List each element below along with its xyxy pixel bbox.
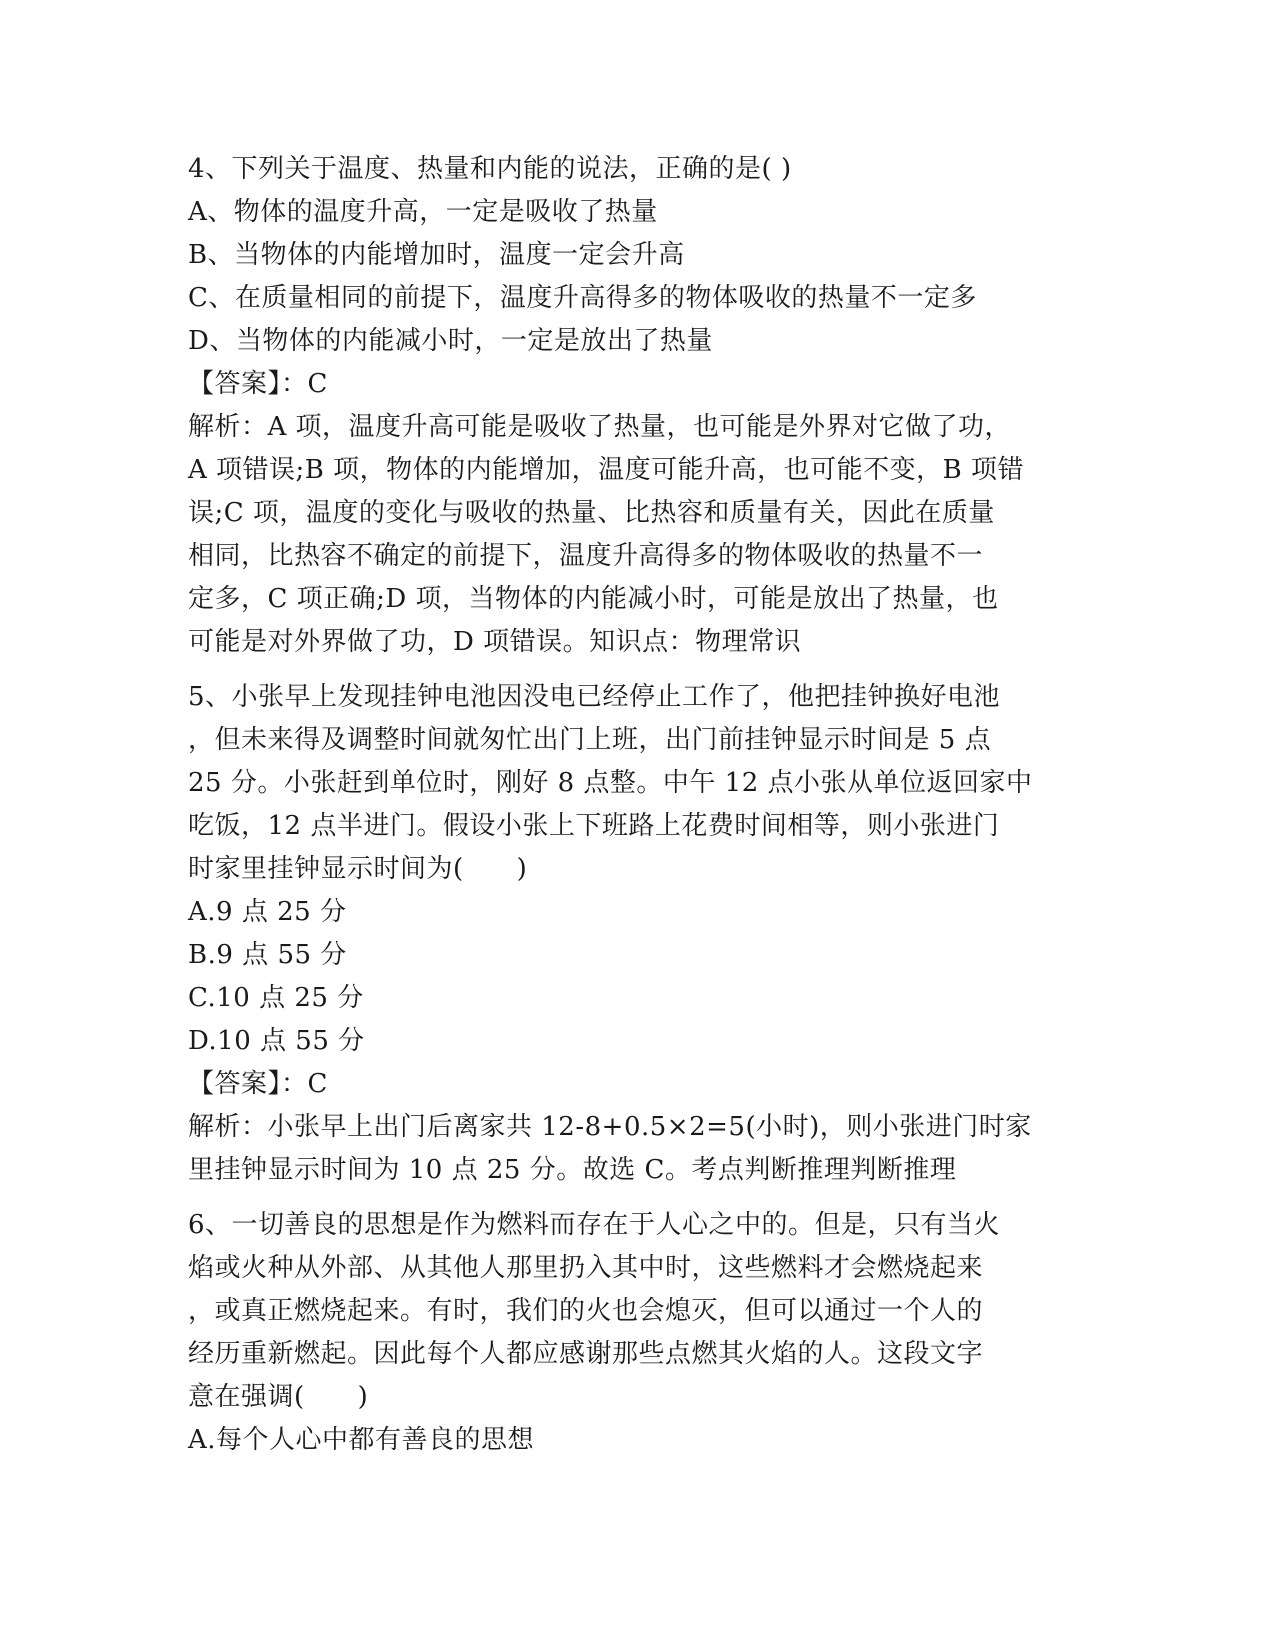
question-stem-line: 焰或火种从外部、从其他人那里扔入其中时，这些燃料才会燃烧起来 (188, 1253, 984, 1283)
question-4 (188, 148, 1088, 664)
option-a: A、物体的温度升高，一定是吸收了热量 (188, 197, 658, 227)
analysis-line: 误;C 项，温度的变化与吸收的热量、比热容和质量有关，因此在质量 (188, 498, 995, 528)
analysis-line: A 项错误;B 项，物体的内能增加，温度可能升高，也可能不变，B 项错 (188, 455, 1025, 485)
option-d: D、当物体的内能减小时，一定是放出了热量 (188, 326, 713, 356)
analysis-line: 解析：A 项，温度升高可能是吸收了热量，也可能是外界对它做了功， (188, 412, 1012, 442)
option-c: C.10 点 25 分 (188, 983, 364, 1013)
option-a: A.9 点 25 分 (188, 897, 347, 927)
option-b: B、当物体的内能增加时，温度一定会升高 (188, 240, 685, 270)
question-stem-line: ，或真正燃烧起来。有时，我们的火也会熄灭，但可以通过一个人的 (188, 1296, 984, 1326)
question-5 (188, 676, 1088, 1192)
question-stem-line: 吃饭，12 点半进门。假设小张上下班路上花费时间相等，则小张进门 (188, 811, 1000, 841)
question-stem-line: 4、下列关于温度、热量和内能的说法，正确的是( ) (188, 154, 792, 184)
question-stem-line: 经历重新燃起。因此每个人都应感谢那些点燃其火焰的人。这段文字 (188, 1339, 984, 1369)
answer-line: 【答案】：C (188, 369, 328, 399)
option-d: D.10 点 55 分 (188, 1026, 365, 1056)
answer-line: 【答案】：C (188, 1069, 328, 1099)
question-stem-line: 6、一切善良的思想是作为燃料而存在于人心之中的。但是，只有当火 (188, 1210, 1001, 1240)
question-stem-line: 意在强调( ) (188, 1382, 369, 1412)
option-a: A.每个人心中都有善良的思想 (188, 1425, 535, 1455)
question-6 (188, 1204, 1088, 1462)
question-stem-line: 5、小张早上发现挂钟电池因没电已经停止工作了，他把挂钟换好电池 (188, 682, 1001, 712)
analysis-line: 可能是对外界做了功，D 项错误。知识点：物理常识 (188, 627, 802, 657)
question-spacer (188, 1192, 1088, 1204)
question-stem-line: 25 分。小张赶到单位时，刚好 8 点整。中午 12 点小张从单位返回家中 (188, 768, 1033, 798)
question-stem-line: ，但未来得及调整时间就匆忙出门上班，出门前挂钟显示时间是 5 点 (188, 725, 992, 755)
option-c: C、在质量相同的前提下，温度升高得多的物体吸收的热量不一定多 (188, 283, 977, 313)
analysis-line: 里挂钟显示时间为 10 点 25 分。故选 C。考点判断推理判断推理 (188, 1155, 957, 1185)
analysis-line: 相同，比热容不确定的前提下，温度升高得多的物体吸收的热量不一 (188, 541, 984, 571)
question-stem-line: 时家里挂钟显示时间为( ) (188, 854, 528, 884)
option-b: B.9 点 55 分 (188, 940, 347, 970)
analysis-line: 解析：小张早上出门后离家共 12-8+0.5×2=5(小时)，则小张进门时家 (188, 1112, 1032, 1142)
page-content (188, 148, 1088, 1462)
analysis-line: 定多，C 项正确;D 项，当物体的内能减小时，可能是放出了热量，也 (188, 584, 999, 614)
question-spacer (188, 664, 1088, 676)
